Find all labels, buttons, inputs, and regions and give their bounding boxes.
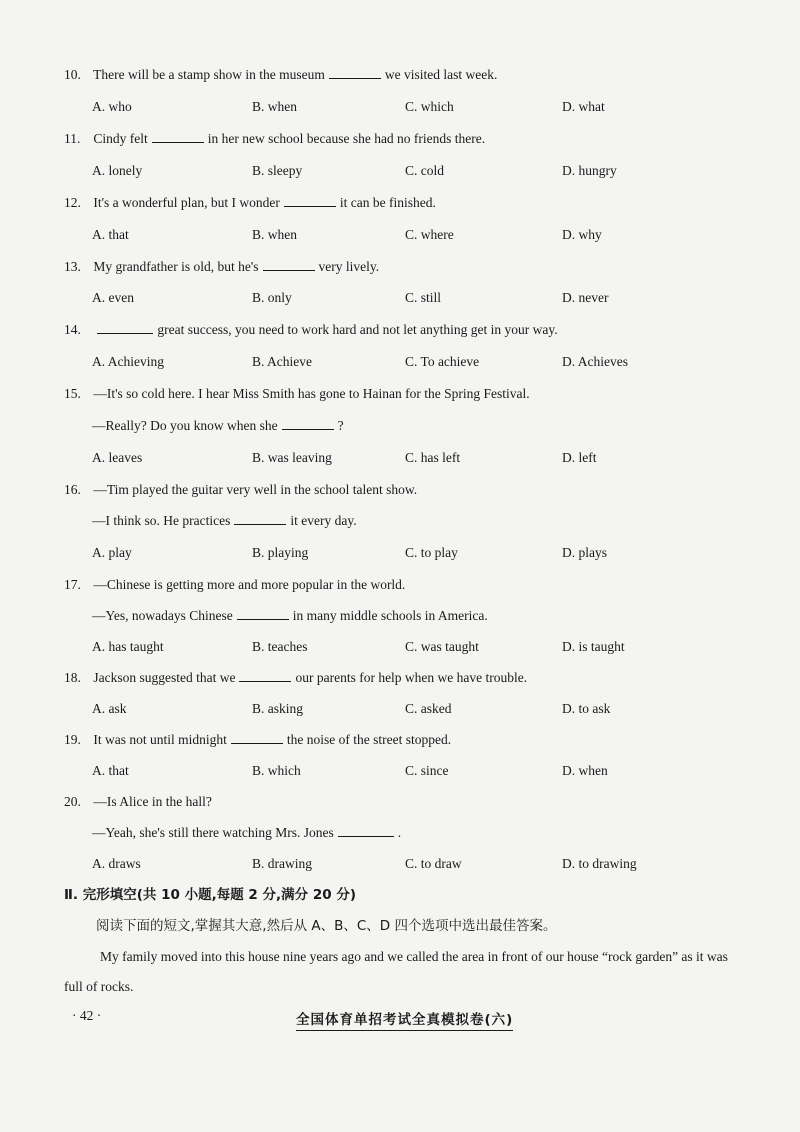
option-a: A. leaves	[92, 450, 143, 465]
option-a: A. draws	[92, 856, 141, 871]
question-16-reply: —I think so. He practices it every day.	[92, 513, 357, 528]
option-a: A. play	[92, 545, 132, 560]
option-c: C. cold	[405, 163, 444, 178]
answer-blank	[284, 194, 336, 207]
question-15: 15. —It's so cold here. I hear Miss Smith has gone to Hainan for the Spring Festival.	[64, 386, 530, 401]
option-a: A. that	[92, 227, 129, 242]
options-11	[92, 162, 732, 180]
question-17-reply: —Yes, nowadays Chinese in many middle schools in America.	[92, 608, 488, 623]
option-a: A. has taught	[92, 639, 164, 654]
question-13: 13. My grandfather is old, but he's very lively.	[64, 259, 380, 274]
options-15	[92, 449, 732, 467]
option-b: B. drawing	[252, 856, 312, 871]
option-b: B. asking	[252, 701, 304, 716]
option-d: D. to drawing	[562, 856, 637, 871]
options-13	[92, 289, 732, 307]
option-c: C. still	[405, 290, 442, 305]
options-12	[92, 226, 732, 244]
answer-blank	[152, 130, 204, 143]
answer-blank	[282, 417, 334, 430]
question-12: 12. It's a wonderful plan, but I wonder it can be finished.	[64, 195, 436, 210]
answer-blank	[234, 512, 286, 525]
option-d: D. plays	[562, 545, 607, 560]
option-a: A. Achieving	[92, 354, 164, 369]
option-b: B. sleepy	[252, 163, 303, 178]
option-c: C. asked	[405, 701, 452, 716]
option-b: B. Achieve	[252, 354, 312, 369]
option-d: D. never	[562, 290, 609, 305]
option-d: D. to ask	[562, 701, 611, 716]
options-14	[92, 353, 732, 371]
question-14: 14. great success, you need to work hard and not let anything get in your way.	[64, 322, 558, 337]
footer-title: 全国体育单招考试全真模拟卷(六)	[296, 1008, 513, 1031]
option-b: B. when	[252, 227, 297, 242]
option-d: D. left	[562, 450, 597, 465]
question-11: 11. Cindy felt in her new school because she had no friends there.	[64, 131, 486, 146]
option-d: D. when	[562, 763, 608, 778]
option-c: C. was taught	[405, 639, 479, 654]
section-instruction: 阅读下面的短文,掌握其大意,然后从 A、B、C、D 四个选项中选出最佳答案。	[96, 918, 557, 934]
question-10: 10. There will be a stamp show in the museum we visited last week.	[64, 67, 498, 82]
option-c: C. since	[405, 763, 449, 778]
option-b: B. playing	[252, 545, 309, 560]
question-15-reply: —Really? Do you know when she ?	[92, 418, 344, 433]
option-a: A. that	[92, 763, 129, 778]
option-c: C. To achieve	[405, 354, 480, 369]
option-a: A. even	[92, 290, 134, 305]
answer-blank	[338, 824, 394, 837]
option-c: C. which	[405, 99, 454, 114]
options-20	[92, 855, 732, 873]
option-d: D. is taught	[562, 639, 625, 654]
option-d: D. hungry	[562, 163, 617, 178]
option-a: A. who	[92, 99, 132, 114]
answer-blank	[263, 258, 315, 271]
answer-blank	[329, 66, 381, 79]
options-10	[92, 98, 732, 116]
option-d: D. why	[562, 227, 602, 242]
answer-blank	[97, 321, 153, 334]
question-19: 19. It was not until midnight the noise of the street stopped.	[64, 732, 452, 747]
option-c: C. has left	[405, 450, 461, 465]
options-19	[92, 762, 732, 780]
options-18	[92, 700, 732, 718]
question-18: 18. Jackson suggested that we our parents for help when we have trouble.	[64, 670, 528, 685]
option-a: A. ask	[92, 701, 127, 716]
option-b: B. was leaving	[252, 450, 332, 465]
question-17: 17. —Chinese is getting more and more popular in the world.	[64, 577, 406, 592]
options-17	[92, 638, 732, 656]
section-heading: Ⅱ. 完形填空(共 10 小题,每题 2 分,满分 20 分)	[64, 887, 356, 903]
page-number: · 42 ·	[72, 1008, 102, 1023]
option-b: B. which	[252, 763, 301, 778]
option-c: C. to draw	[405, 856, 462, 871]
options-16	[92, 544, 732, 562]
question-16: 16. —Tim played the guitar very well in the school talent show.	[64, 482, 418, 497]
answer-blank	[239, 669, 291, 682]
passage-paragraph: My family moved into this house nine years ago and we called the area in front of our house “rock garden” as it was full of rocks.	[64, 949, 728, 994]
option-d: D. Achieves	[562, 354, 628, 369]
option-a: A. lonely	[92, 163, 143, 178]
option-b: B. only	[252, 290, 292, 305]
question-20-reply: —Yeah, she's still there watching Mrs. Jones .	[92, 825, 402, 840]
answer-blank	[237, 607, 289, 620]
option-c: C. where	[405, 227, 454, 242]
answer-blank	[231, 731, 283, 744]
question-20: 20. —Is Alice in the hall?	[64, 794, 212, 809]
option-d: D. what	[562, 99, 605, 114]
option-c: C. to play	[405, 545, 458, 560]
option-b: B. teaches	[252, 639, 308, 654]
option-b: B. when	[252, 99, 297, 114]
